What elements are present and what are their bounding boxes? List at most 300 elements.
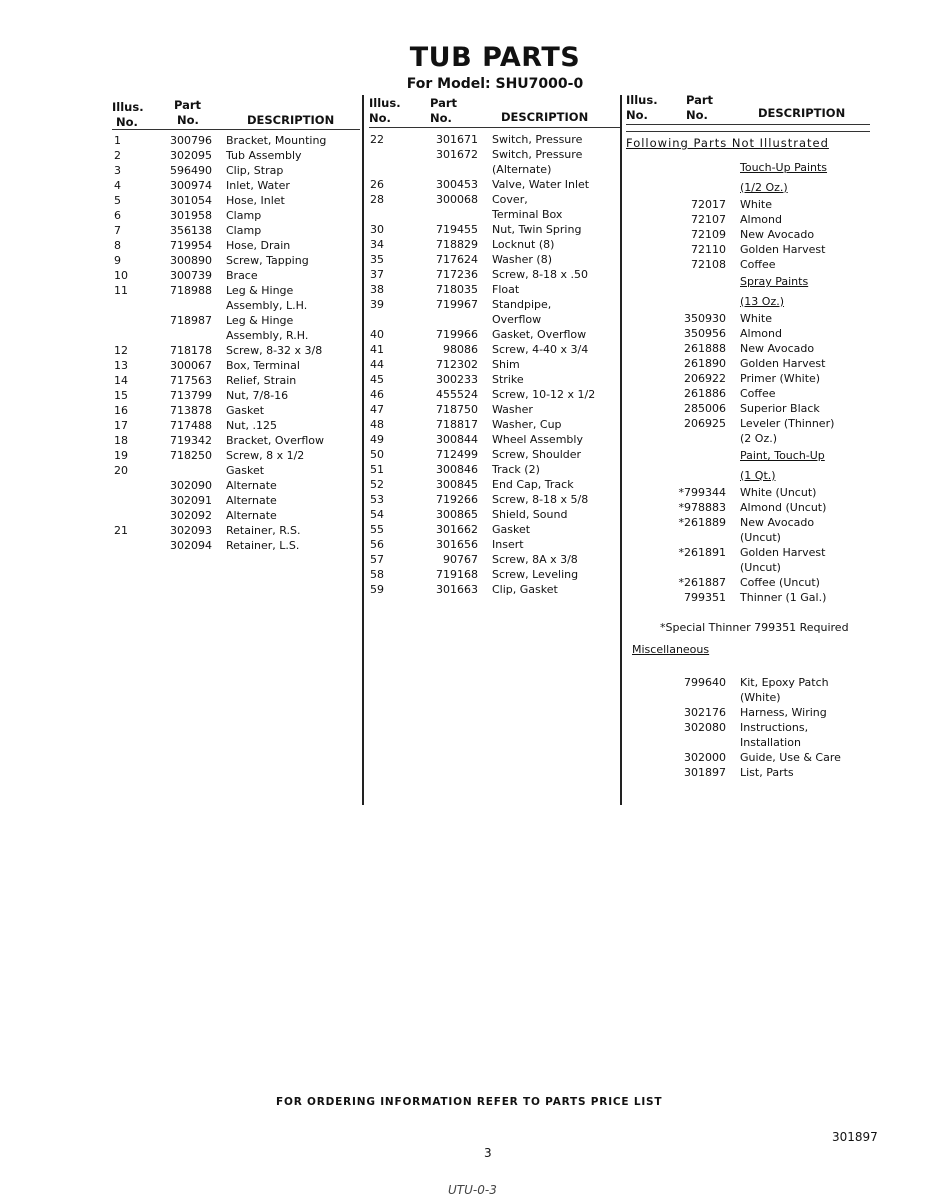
header-divider [626, 124, 870, 125]
table-row [370, 552, 620, 567]
part-description: Clip, Strap [226, 164, 284, 177]
part-description: Gasket [492, 523, 531, 536]
part-description: Installation [740, 736, 801, 749]
table-row [370, 492, 620, 507]
table-row [114, 508, 360, 523]
part-description: New Avocado [740, 516, 815, 529]
part-header [430, 96, 457, 126]
part-number: 300233 [436, 373, 478, 386]
part-description: (13 Oz.) [740, 294, 785, 308]
table-row [114, 223, 360, 238]
part-description: Screw, 4-40 x 3/4 [492, 343, 589, 356]
part-description: White [740, 312, 772, 325]
illus-number: 45 [370, 373, 384, 386]
illus-number: 17 [114, 419, 128, 432]
illus-number: 15 [114, 389, 128, 402]
part-header-line1: Part [174, 98, 202, 112]
illus-number: 53 [370, 493, 384, 506]
part-number: 302095 [170, 149, 212, 162]
part-description: Hose, Drain [226, 239, 291, 252]
page-number: 3 [484, 1146, 492, 1160]
list-item-heading [622, 158, 882, 178]
part-description: Washer [492, 403, 533, 416]
part-description: Tub Assembly [226, 149, 302, 162]
part-description: Harness, Wiring [740, 706, 827, 719]
part-description: Nut, 7/8-16 [226, 389, 289, 402]
part-description: Alternate [226, 479, 277, 492]
list-item-item [622, 720, 882, 735]
parts-list-column-2 [370, 132, 620, 597]
part-description: Instructions, [740, 721, 809, 734]
illus-number: 51 [370, 463, 384, 476]
part-number: 261890 [684, 357, 726, 370]
table-row [370, 327, 620, 342]
part-description: (White) [740, 691, 781, 704]
table-row [370, 537, 620, 552]
part-description: Bracket, Overflow [226, 434, 325, 447]
table-row [114, 148, 360, 163]
illus-number: 44 [370, 358, 384, 371]
table-row [370, 162, 620, 177]
part-description: Kit, Epoxy Patch [740, 676, 829, 689]
part-description: Switch, Pressure [492, 133, 583, 146]
list-item-item [622, 765, 882, 780]
part-description: Retainer, L.S. [226, 539, 300, 552]
part-number: 300067 [170, 359, 212, 372]
part-header-line2: No. [430, 111, 452, 125]
table-row [370, 147, 620, 162]
table-row [370, 447, 620, 462]
table-row [114, 538, 360, 553]
part-number: *261889 [678, 516, 726, 529]
illus-number: 21 [114, 524, 128, 537]
part-number: 302176 [684, 706, 726, 719]
part-header [174, 98, 201, 128]
part-description: New Avocado [740, 342, 815, 355]
part-description: Almond [740, 327, 782, 340]
part-number: *261887 [678, 576, 726, 589]
illus-header [112, 100, 144, 130]
illus-number: 54 [370, 508, 384, 521]
part-number: 300796 [170, 134, 212, 147]
part-description: Screw, 8-18 x .50 [492, 268, 589, 281]
illus-number: 8 [114, 239, 121, 252]
part-number: 302080 [684, 721, 726, 734]
part-description: (Uncut) [740, 561, 781, 574]
illus-header [626, 93, 658, 123]
part-number: 301671 [436, 133, 478, 146]
part-description: Retainer, R.S. [226, 524, 301, 537]
part-description: Hose, Inlet [226, 194, 285, 207]
part-description: Screw, Shoulder [492, 448, 582, 461]
table-row [370, 342, 620, 357]
part-description: Brace [226, 269, 258, 282]
part-description: Alternate [226, 509, 277, 522]
part-number: 717236 [436, 268, 478, 281]
table-row [114, 418, 360, 433]
not-illustrated-banner: Following Parts Not Illustrated [626, 136, 829, 150]
illus-number: 34 [370, 238, 384, 251]
list-item-item [622, 485, 882, 500]
part-description: Locknut (8) [492, 238, 555, 251]
part-description: Box, Terminal [226, 359, 300, 372]
list-item-heading [622, 446, 882, 466]
part-description: Screw, Leveling [492, 568, 579, 581]
list-item-item [622, 401, 882, 416]
part-description: White [740, 198, 772, 211]
list-item-item [622, 341, 882, 356]
model-subtitle: For Model: SHU7000-0 [406, 76, 584, 92]
part-description: Insert [492, 538, 524, 551]
part-description: Overflow [492, 313, 542, 326]
illus-number: 19 [114, 449, 128, 462]
illus-header-line2: No. [626, 108, 648, 122]
illus-number: 35 [370, 253, 384, 266]
part-number: 261888 [684, 342, 726, 355]
part-number: 302094 [170, 539, 212, 552]
part-number: 718829 [436, 238, 478, 251]
table-row [370, 222, 620, 237]
part-description: Clip, Gasket [492, 583, 558, 596]
table-row [370, 132, 620, 147]
table-row [114, 133, 360, 148]
list-item-item [622, 500, 882, 515]
illus-number: 18 [114, 434, 128, 447]
table-row [370, 267, 620, 282]
part-number: 300453 [436, 178, 478, 191]
table-row [114, 298, 360, 313]
part-number: 206925 [684, 417, 726, 430]
part-description: Clamp [226, 224, 262, 237]
table-row [370, 387, 620, 402]
list-item-item [622, 545, 882, 560]
part-description: Golden Harvest [740, 243, 826, 256]
part-description: (Uncut) [740, 531, 781, 544]
part-number: 206922 [684, 372, 726, 385]
list-item-item [622, 515, 882, 530]
table-row [114, 253, 360, 268]
part-number: 301958 [170, 209, 212, 222]
part-description: Washer, Cup [492, 418, 562, 431]
illus-header-line1: Illus. [112, 100, 144, 114]
part-description: Paint, Touch-Up [740, 449, 825, 462]
list-item-item [622, 197, 882, 212]
part-number: 356138 [170, 224, 212, 237]
illus-number: 37 [370, 268, 384, 281]
illus-number: 6 [114, 209, 121, 222]
handwritten-mark: UTU-0-3 [448, 1183, 497, 1197]
list-item-item [622, 311, 882, 326]
table-row [370, 582, 620, 597]
illus-number: 59 [370, 583, 384, 596]
table-row [370, 522, 620, 537]
list-item-item [622, 575, 882, 590]
part-description: Screw, 8 x 1/2 [226, 449, 305, 462]
part-number: 300974 [170, 179, 212, 192]
part-description: (2 Oz.) [740, 432, 778, 445]
table-row [370, 462, 620, 477]
illus-number: 40 [370, 328, 384, 341]
part-description: Assembly, L.H. [226, 299, 308, 312]
list-item-item [622, 530, 882, 545]
list-item-item [622, 690, 882, 705]
table-row [114, 523, 360, 538]
table-row [114, 193, 360, 208]
table-row [370, 252, 620, 267]
illus-header [369, 96, 401, 126]
part-description: Gasket [226, 464, 265, 477]
list-item-item [622, 326, 882, 341]
table-row [114, 493, 360, 508]
illus-number: 7 [114, 224, 121, 237]
part-number: 98086 [443, 343, 478, 356]
illus-number: 1 [114, 134, 121, 147]
list-item-item [622, 356, 882, 371]
part-number: 302092 [170, 509, 212, 522]
ordering-footer: FOR ORDERING INFORMATION REFER TO PARTS PRICE LIST [276, 1096, 663, 1108]
part-number: 799640 [684, 676, 726, 689]
table-row [114, 478, 360, 493]
part-number: 717488 [170, 419, 212, 432]
part-description: Touch-Up Paints [740, 161, 828, 174]
part-number: 455524 [436, 388, 478, 401]
page-title: TUB PARTS [409, 42, 581, 73]
list-item-heading [622, 272, 882, 292]
table-row [114, 283, 360, 298]
part-header-line2: No. [177, 113, 199, 127]
illus-number: 2 [114, 149, 121, 162]
part-number: 72107 [691, 213, 726, 226]
table-row [370, 282, 620, 297]
illus-number: 28 [370, 193, 384, 206]
part-description: Leg & Hinge [226, 284, 294, 297]
table-row [114, 463, 360, 478]
part-description: Screw, 8A x 3/8 [492, 553, 578, 566]
part-number: 300845 [436, 478, 478, 491]
part-description: White (Uncut) [740, 486, 817, 499]
part-number: 301672 [436, 148, 478, 161]
part-number: 72109 [691, 228, 726, 241]
table-row [370, 192, 620, 207]
part-number: 718750 [436, 403, 478, 416]
table-row [370, 357, 620, 372]
table-row [114, 268, 360, 283]
part-description: Golden Harvest [740, 546, 826, 559]
illus-number: 10 [114, 269, 128, 282]
table-row [370, 297, 620, 312]
illus-number: 13 [114, 359, 128, 372]
part-number: 718035 [436, 283, 478, 296]
part-number: 90767 [443, 553, 478, 566]
illus-number: 9 [114, 254, 121, 267]
table-row [370, 507, 620, 522]
part-description: Guide, Use & Care [740, 751, 841, 764]
part-description: (1 Qt.) [740, 468, 776, 482]
part-number: 301656 [436, 538, 478, 551]
part-number: *261891 [678, 546, 726, 559]
illus-number: 50 [370, 448, 384, 461]
table-row [370, 432, 620, 447]
table-row [114, 343, 360, 358]
table-row [370, 312, 620, 327]
part-number: 799351 [684, 591, 726, 604]
list-item-item [622, 227, 882, 242]
part-number: *978883 [678, 501, 726, 514]
illus-number: 3 [114, 164, 121, 177]
illus-number: 20 [114, 464, 128, 477]
illus-number: 56 [370, 538, 384, 551]
part-number: 72110 [691, 243, 726, 256]
part-number: 301663 [436, 583, 478, 596]
part-number: *799344 [678, 486, 726, 499]
table-row [114, 358, 360, 373]
part-description: Shim [492, 358, 520, 371]
part-description: Coffee [740, 258, 776, 271]
description-header: DESCRIPTION [247, 113, 335, 127]
part-description: Thinner (1 Gal.) [740, 591, 827, 604]
list-item-item [622, 257, 882, 272]
table-row [370, 477, 620, 492]
part-number: 285006 [684, 402, 726, 415]
illus-number: 22 [370, 133, 384, 146]
illus-number: 58 [370, 568, 384, 581]
list-item-heading [622, 466, 882, 486]
part-description: Inlet, Water [226, 179, 290, 192]
part-description: Coffee [740, 387, 776, 400]
part-number: 72108 [691, 258, 726, 271]
list-item-item [622, 416, 882, 431]
table-row [114, 238, 360, 253]
illus-header-line1: Illus. [626, 93, 658, 107]
description-header: DESCRIPTION [758, 106, 846, 120]
part-description: Miscellaneous [632, 643, 710, 656]
illus-header-line1: Illus. [369, 96, 401, 110]
illus-number: 11 [114, 284, 128, 297]
part-number: 712302 [436, 358, 478, 371]
part-number: 301054 [170, 194, 212, 207]
illus-number: 57 [370, 553, 384, 566]
part-number: 719455 [436, 223, 478, 236]
list-item-note [622, 620, 882, 635]
part-number: 72017 [691, 198, 726, 211]
table-row [370, 567, 620, 582]
part-number: 719966 [436, 328, 478, 341]
list-item-section [622, 642, 882, 657]
part-number: 713878 [170, 404, 212, 417]
illus-number: 55 [370, 523, 384, 536]
part-description: Gasket, Overflow [492, 328, 587, 341]
illus-number: 46 [370, 388, 384, 401]
part-number: 300890 [170, 254, 212, 267]
part-number: 713799 [170, 389, 212, 402]
part-number: 302000 [684, 751, 726, 764]
list-item-item [622, 750, 882, 765]
list-item-item [622, 386, 882, 401]
part-description: Gasket [226, 404, 265, 417]
part-description: Wheel Assembly [492, 433, 583, 446]
part-description: Spray Paints [740, 275, 809, 288]
part-description: Almond [740, 213, 782, 226]
part-description: Float [492, 283, 520, 296]
part-description: Golden Harvest [740, 357, 826, 370]
part-number: 300844 [436, 433, 478, 446]
part-description: Standpipe, [492, 298, 552, 311]
part-header [686, 93, 713, 123]
table-row [114, 388, 360, 403]
part-number: 302090 [170, 479, 212, 492]
parts-list-column-3 [622, 158, 882, 780]
list-item-item [622, 735, 882, 750]
part-number: 718987 [170, 314, 212, 327]
part-number: 719967 [436, 298, 478, 311]
part-number: 300846 [436, 463, 478, 476]
list-item-item [622, 675, 882, 690]
table-row [114, 313, 360, 328]
illus-number: 41 [370, 343, 384, 356]
list-item-item [622, 590, 882, 605]
part-number: 596490 [170, 164, 212, 177]
part-description: *Special Thinner 799351 Required [660, 621, 849, 634]
part-description: Assembly, R.H. [226, 329, 309, 342]
list-item-item [622, 212, 882, 227]
table-row [114, 178, 360, 193]
part-number: 301897 [684, 766, 726, 779]
table-row [370, 417, 620, 432]
part-number: 717563 [170, 374, 212, 387]
list-item-item [622, 242, 882, 257]
part-description: Relief, Strain [226, 374, 297, 387]
table-row [114, 448, 360, 463]
list-item-item [622, 431, 882, 446]
part-number: 719168 [436, 568, 478, 581]
part-number: 717624 [436, 253, 478, 266]
part-description: Track (2) [492, 463, 540, 476]
part-number: 301662 [436, 523, 478, 536]
part-description: Nut, Twin Spring [492, 223, 582, 236]
part-number: 300068 [436, 193, 478, 206]
part-description: Clamp [226, 209, 262, 222]
part-number: 718988 [170, 284, 212, 297]
part-description: Screw, 8-18 x 5/8 [492, 493, 589, 506]
header-divider [626, 131, 870, 132]
illus-number: 4 [114, 179, 121, 192]
part-description: Screw, 8-32 x 3/8 [226, 344, 323, 357]
part-description: List, Parts [740, 766, 794, 779]
part-number: 718178 [170, 344, 212, 357]
table-row [370, 237, 620, 252]
part-header-line1: Part [686, 93, 714, 107]
column-divider [362, 95, 364, 805]
illus-number: 30 [370, 223, 384, 236]
part-description: Valve, Water Inlet [492, 178, 590, 191]
part-description: (Alternate) [492, 163, 552, 176]
table-row [114, 163, 360, 178]
part-description: (1/2 Oz.) [740, 180, 788, 194]
part-description: Primer (White) [740, 372, 821, 385]
illus-number: 49 [370, 433, 384, 446]
part-number: 261886 [684, 387, 726, 400]
table-row [370, 177, 620, 192]
part-number: 712499 [436, 448, 478, 461]
list-item-item [622, 560, 882, 575]
illus-header-line2: No. [369, 111, 391, 125]
header-divider [112, 129, 360, 130]
illus-number: 39 [370, 298, 384, 311]
table-row [114, 373, 360, 388]
part-description: Shield, Sound [492, 508, 568, 521]
part-number: 350956 [684, 327, 726, 340]
part-description: Terminal Box [492, 208, 563, 221]
